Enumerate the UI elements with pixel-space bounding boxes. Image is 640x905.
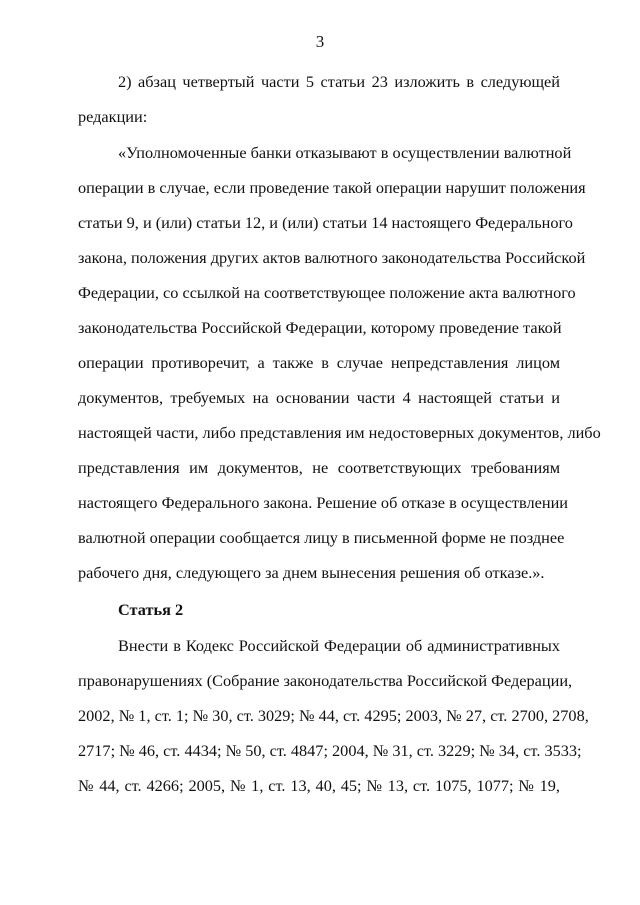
text-line: редакции: — [78, 107, 148, 126]
text-line: настоящей части, либо представления им недостоверных документов, либо — [78, 423, 601, 442]
text-line: 2717; № 46, ст. 4434; № 50, ст. 4847; 2004, № 31, ст. 3229; № 34, ст. 3533; — [78, 741, 582, 760]
text-line: Федерации, со ссылкой на соответствующее положение акта валютного — [78, 283, 576, 302]
text-line: статьи 9, и (или) статьи 12, и (или) статьи 14 настоящего Федерального — [78, 213, 573, 232]
text-line: валютной операции сообщается лицу в письменной форме не позднее — [78, 528, 565, 547]
text-line: № 44, ст. 4266; 2005, № 1, ст. 13, 40, 45; № 13, ст. 1075, 1077; № 19, — [78, 776, 560, 795]
text-line: операции противоречит, а также в случае непредставления лицом — [78, 353, 560, 372]
text-line: правонарушениях (Собрание законодательства Российской Федерации, — [78, 671, 573, 690]
text-line: законодательства Российской Федерации, которому проведение такой — [78, 318, 562, 337]
text-line: закона, положения других актов валютного законодательства Российской — [78, 248, 586, 267]
text-line: Внести в Кодекс Российской Федерации об административных — [118, 636, 560, 655]
text-line: «Уполномоченные банки отказывают в осуществлении валютной — [118, 143, 572, 162]
text-line: настоящего Федерального закона. Решение об отказе в осуществлении — [78, 493, 569, 512]
article-heading: Статья 2 — [118, 600, 184, 619]
page-number: 3 — [315, 32, 325, 51]
text-line: 2) абзац четвертый части 5 статьи 23 изложить в следующей — [118, 72, 560, 91]
text-line: представления им документов, не соответствующих требованиям — [78, 458, 560, 477]
text-line: рабочего дня, следующего за днем вынесения решения об отказе.». — [78, 563, 545, 582]
text-line: операции в случае, если проведение такой операции нарушит положения — [78, 178, 586, 197]
text-line: документов, требуемых на основании части 4 настоящей статьи и — [78, 388, 560, 407]
text-line: 2002, № 1, ст. 1; № 30, ст. 3029; № 44, ст. 4295; 2003, № 27, ст. 2700, 2708, — [78, 706, 589, 725]
